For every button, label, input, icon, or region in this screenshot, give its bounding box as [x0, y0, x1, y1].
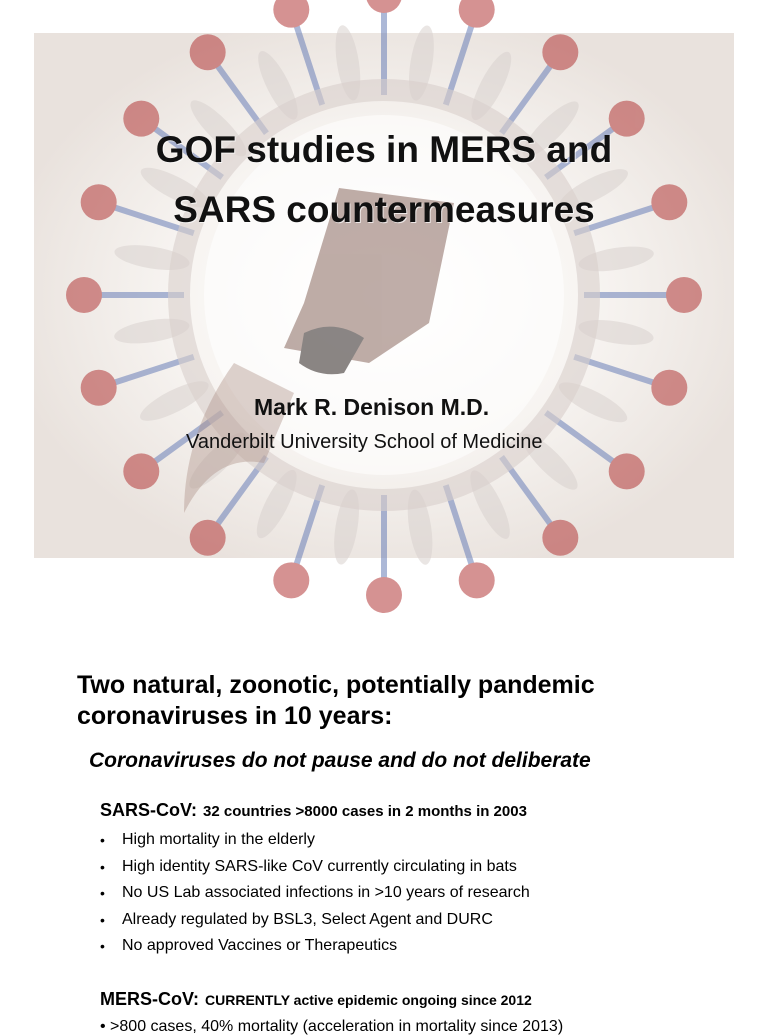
sars-description: 32 countries >8000 cases in 2 months in 2003: [203, 803, 527, 820]
virus-spike-head: [366, 577, 402, 613]
virus-spike-head: [666, 277, 702, 313]
bullet-icon: •: [100, 858, 105, 875]
slide-heading: Two natural, zoonotic, potentially pandemic coronaviruses in 10 years:: [77, 671, 595, 730]
bullet-icon: •: [100, 911, 105, 928]
sars-bullet-list: [100, 827, 530, 960]
virus-spike-head: [459, 0, 495, 28]
bullet-text: No US Lab associated infections in >10 years of research: [122, 884, 530, 901]
sars-name: SARS-CoV:: [100, 800, 198, 820]
virus-spike-head: [542, 34, 578, 70]
virus-spike-head: [190, 34, 226, 70]
list-item: [100, 907, 530, 934]
mers-partial-line: • >800 cases, 40% mortality (acceleration in mortality since 2013): [100, 1018, 564, 1035]
virus-spike-head: [651, 370, 687, 406]
list-item: [100, 827, 530, 854]
author-name: Mark R. Denison M.D.: [254, 394, 490, 420]
list-item: [100, 880, 530, 907]
virus-spike-head: [273, 0, 309, 28]
bullet-text: No approved Vaccines or Therapeutics: [122, 937, 398, 954]
sars-section-header: [100, 800, 527, 821]
virus-spike-head: [66, 277, 102, 313]
bullet-text: High mortality in the elderly: [122, 831, 315, 848]
mers-name: MERS-CoV:: [100, 989, 199, 1009]
virus-spike-head: [459, 562, 495, 598]
slide-title-line-1: GOF studies in MERS and: [155, 129, 613, 170]
mers-section-header: [100, 989, 532, 1010]
slide-title-line-2: SARS countermeasures: [173, 189, 595, 230]
virus-spike-head: [273, 562, 309, 598]
slide-title: [0, 120, 768, 240]
virus-spike-head: [190, 520, 226, 556]
virus-spike-head: [366, 0, 402, 13]
bullet-text: Already regulated by BSL3, Select Agent and DURC: [122, 910, 493, 928]
virus-spike-head: [609, 453, 645, 489]
author-affiliation: Vanderbilt University School of Medicine: [186, 431, 543, 453]
content-slide: [0, 640, 768, 1035]
virus-spike-head: [123, 453, 159, 489]
virus-spike-head: [81, 370, 117, 406]
mers-description: CURRENTLY active epidemic ongoing since 2012: [205, 992, 532, 1008]
coronavirus-particle-icon: [34, 33, 734, 558]
list-item: [100, 933, 530, 960]
bullet-icon: •: [100, 938, 105, 954]
bullet-icon: •: [100, 885, 105, 901]
bullet-text: High identity SARS-like CoV currently circulating in bats: [122, 857, 517, 875]
virus-spike-head: [542, 520, 578, 556]
slide-subheading: Coronaviruses do not pause and do not deliberate: [89, 749, 591, 772]
list-item: [100, 854, 530, 881]
bullet-icon: •: [100, 832, 105, 848]
